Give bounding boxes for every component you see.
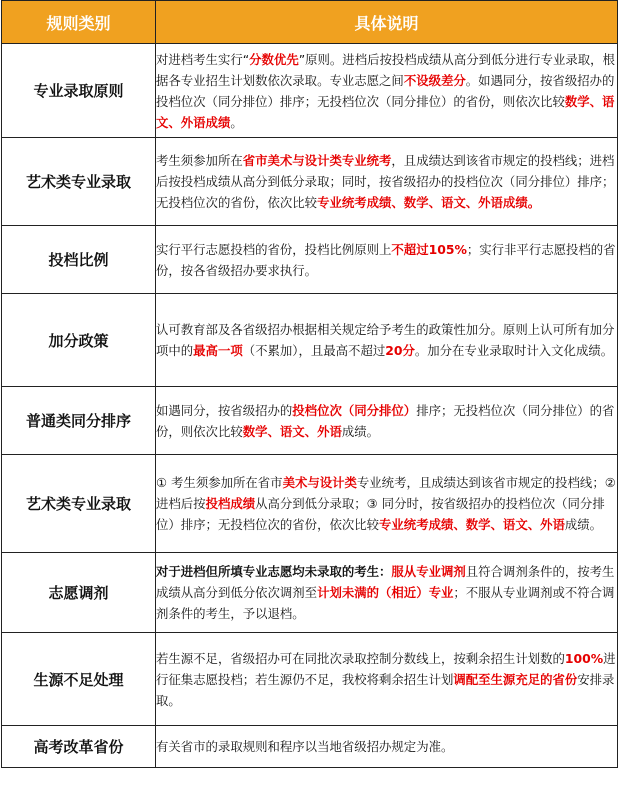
rules-table (1, 0, 618, 768)
text-segment: 实行平行志愿投档的省份，投档比例原则上 (156, 241, 392, 257)
row-category: 普通类同分排序 (2, 387, 156, 455)
text-segment: ；实行非平行志愿投档的省份，按各省级招办要求执行。 (156, 241, 616, 278)
row-category: 加分政策 (2, 294, 156, 387)
row-category: 志愿调剂 (2, 553, 156, 633)
text-segment: ① 考生须参加所在省市 (156, 475, 283, 490)
row-category: 艺术类专业录取 (2, 138, 156, 226)
header-row (2, 1, 618, 44)
highlight-text: 省市美术与设计类专业统考 (242, 153, 392, 168)
table-row (2, 387, 618, 455)
table-row (2, 726, 618, 768)
highlight-text: 美术与设计类 (282, 475, 357, 490)
highlight-text: 20分 (385, 343, 415, 358)
row-description (156, 226, 618, 294)
text-segment: 如遇同分，按省级招办的 (156, 402, 293, 418)
text-segment: 成绩。 (341, 423, 380, 439)
text-segment: 进行征集志愿投档；若生源仍不足，我校将剩余招生计划 (156, 650, 616, 687)
header-category: 规则类别 (2, 1, 156, 44)
row-category: 艺术类专业录取 (2, 455, 156, 553)
highlight-text: 数学、语文、外语 (242, 423, 342, 439)
row-description (156, 633, 618, 726)
text-segment: 。加分在专业录取时计入文化成绩。 (414, 343, 614, 358)
highlight-text: 投档位次（同分排位） (292, 402, 417, 418)
text-segment: 。 (230, 114, 243, 130)
text-segment: ”原则。进档后按投档成绩从高分到低分进行专业录取，根据各专业招生计划数依次录取。专业志愿之间 (156, 51, 615, 88)
text-segment: 若生源不足，省级招办可在同批次录取控制分数线上，按剩余招生计划数的 (156, 650, 565, 666)
highlight-text: 专业统考成绩、数学、语文、外语成绩。 (317, 195, 541, 210)
highlight-text: 不设级差分 (403, 72, 466, 88)
text-segment: 认可教育部及各省级招办根据相关规定给予考生的政策性加分。原则上认可所有加分项中的 (156, 322, 615, 358)
text-segment: 。如遇同分，按省级招办的投档位次（同分排位）排序；无投档位次（同分排位）的省份，则依次比较 (156, 72, 615, 109)
row-description (156, 455, 618, 553)
row-description (156, 387, 618, 455)
row-category: 生源不足处理 (2, 633, 156, 726)
row-description (156, 726, 618, 768)
text-segment: 从高分到低分录取；③ 同分时，按省级招办的投档位次（同分排位）排序；无投档位次的省份，依次比较 (156, 496, 605, 532)
text-segment: 且符合调剂条件的，按考生成绩从高分到低分依次调剂至 (156, 564, 615, 600)
highlight-text: 投档成绩 (205, 496, 256, 511)
highlight-text: 计划未满的（相近）专业 (317, 585, 454, 600)
text-segment: 专业统考，且成绩达到该省市规定的投档线；② 进档后按 (156, 475, 616, 511)
text-segment: 成绩。 (564, 517, 603, 532)
text-segment: 排序；无投档位次（同分排位）的省份，则依次比较 (156, 402, 615, 439)
text-segment: 安排录取。 (156, 671, 615, 708)
table-row (2, 138, 618, 226)
row-description (156, 553, 618, 633)
header-description: 具体说明 (156, 1, 618, 44)
row-category: 专业录取原则 (2, 44, 156, 138)
bold-text: 对于进档但所填专业志愿均未录取的考生： (156, 564, 392, 579)
highlight-text: 服从专业调剂 (391, 564, 466, 579)
table-row (2, 455, 618, 553)
highlight-text: 最高一项 (193, 343, 243, 358)
highlight-text: 分数优先 (249, 51, 299, 67)
highlight-text: 不超过105% (391, 241, 467, 257)
highlight-text: 调配至生源充足的省份 (453, 671, 578, 687)
row-description (156, 44, 618, 138)
text-segment: ，且成绩达到该省市规定的投档线；进档后按投档成绩从高分到低分录取；同时，按省级招办的投档位次（同分排位）排序；无投档位次的省份，依次比较 (156, 153, 615, 210)
table-row (2, 633, 618, 726)
row-description (156, 138, 618, 226)
text-segment: 对进档考生实行“ (156, 51, 250, 67)
text-segment: 考生须参加所在 (156, 153, 243, 168)
text-segment: ；不服从专业调剂或不符合调剂条件的考生，予以退档。 (156, 585, 615, 621)
highlight-text: 100% (564, 650, 604, 666)
text-segment: 有关省市的录取规则和程序以当地省级招办规定为准。 (156, 739, 454, 754)
rules-body (2, 44, 618, 768)
table-row (2, 44, 618, 138)
table-row (2, 226, 618, 294)
row-category: 高考改革省份 (2, 726, 156, 768)
row-category: 投档比例 (2, 226, 156, 294)
row-description (156, 294, 618, 387)
table-row (2, 294, 618, 387)
text-segment: （不累加），且最高不超过 (242, 343, 386, 358)
table-row (2, 553, 618, 633)
highlight-text: 专业统考成绩、数学、语文、外语 (379, 517, 565, 532)
highlight-text: 数学、语文、外语成绩 (156, 93, 615, 130)
